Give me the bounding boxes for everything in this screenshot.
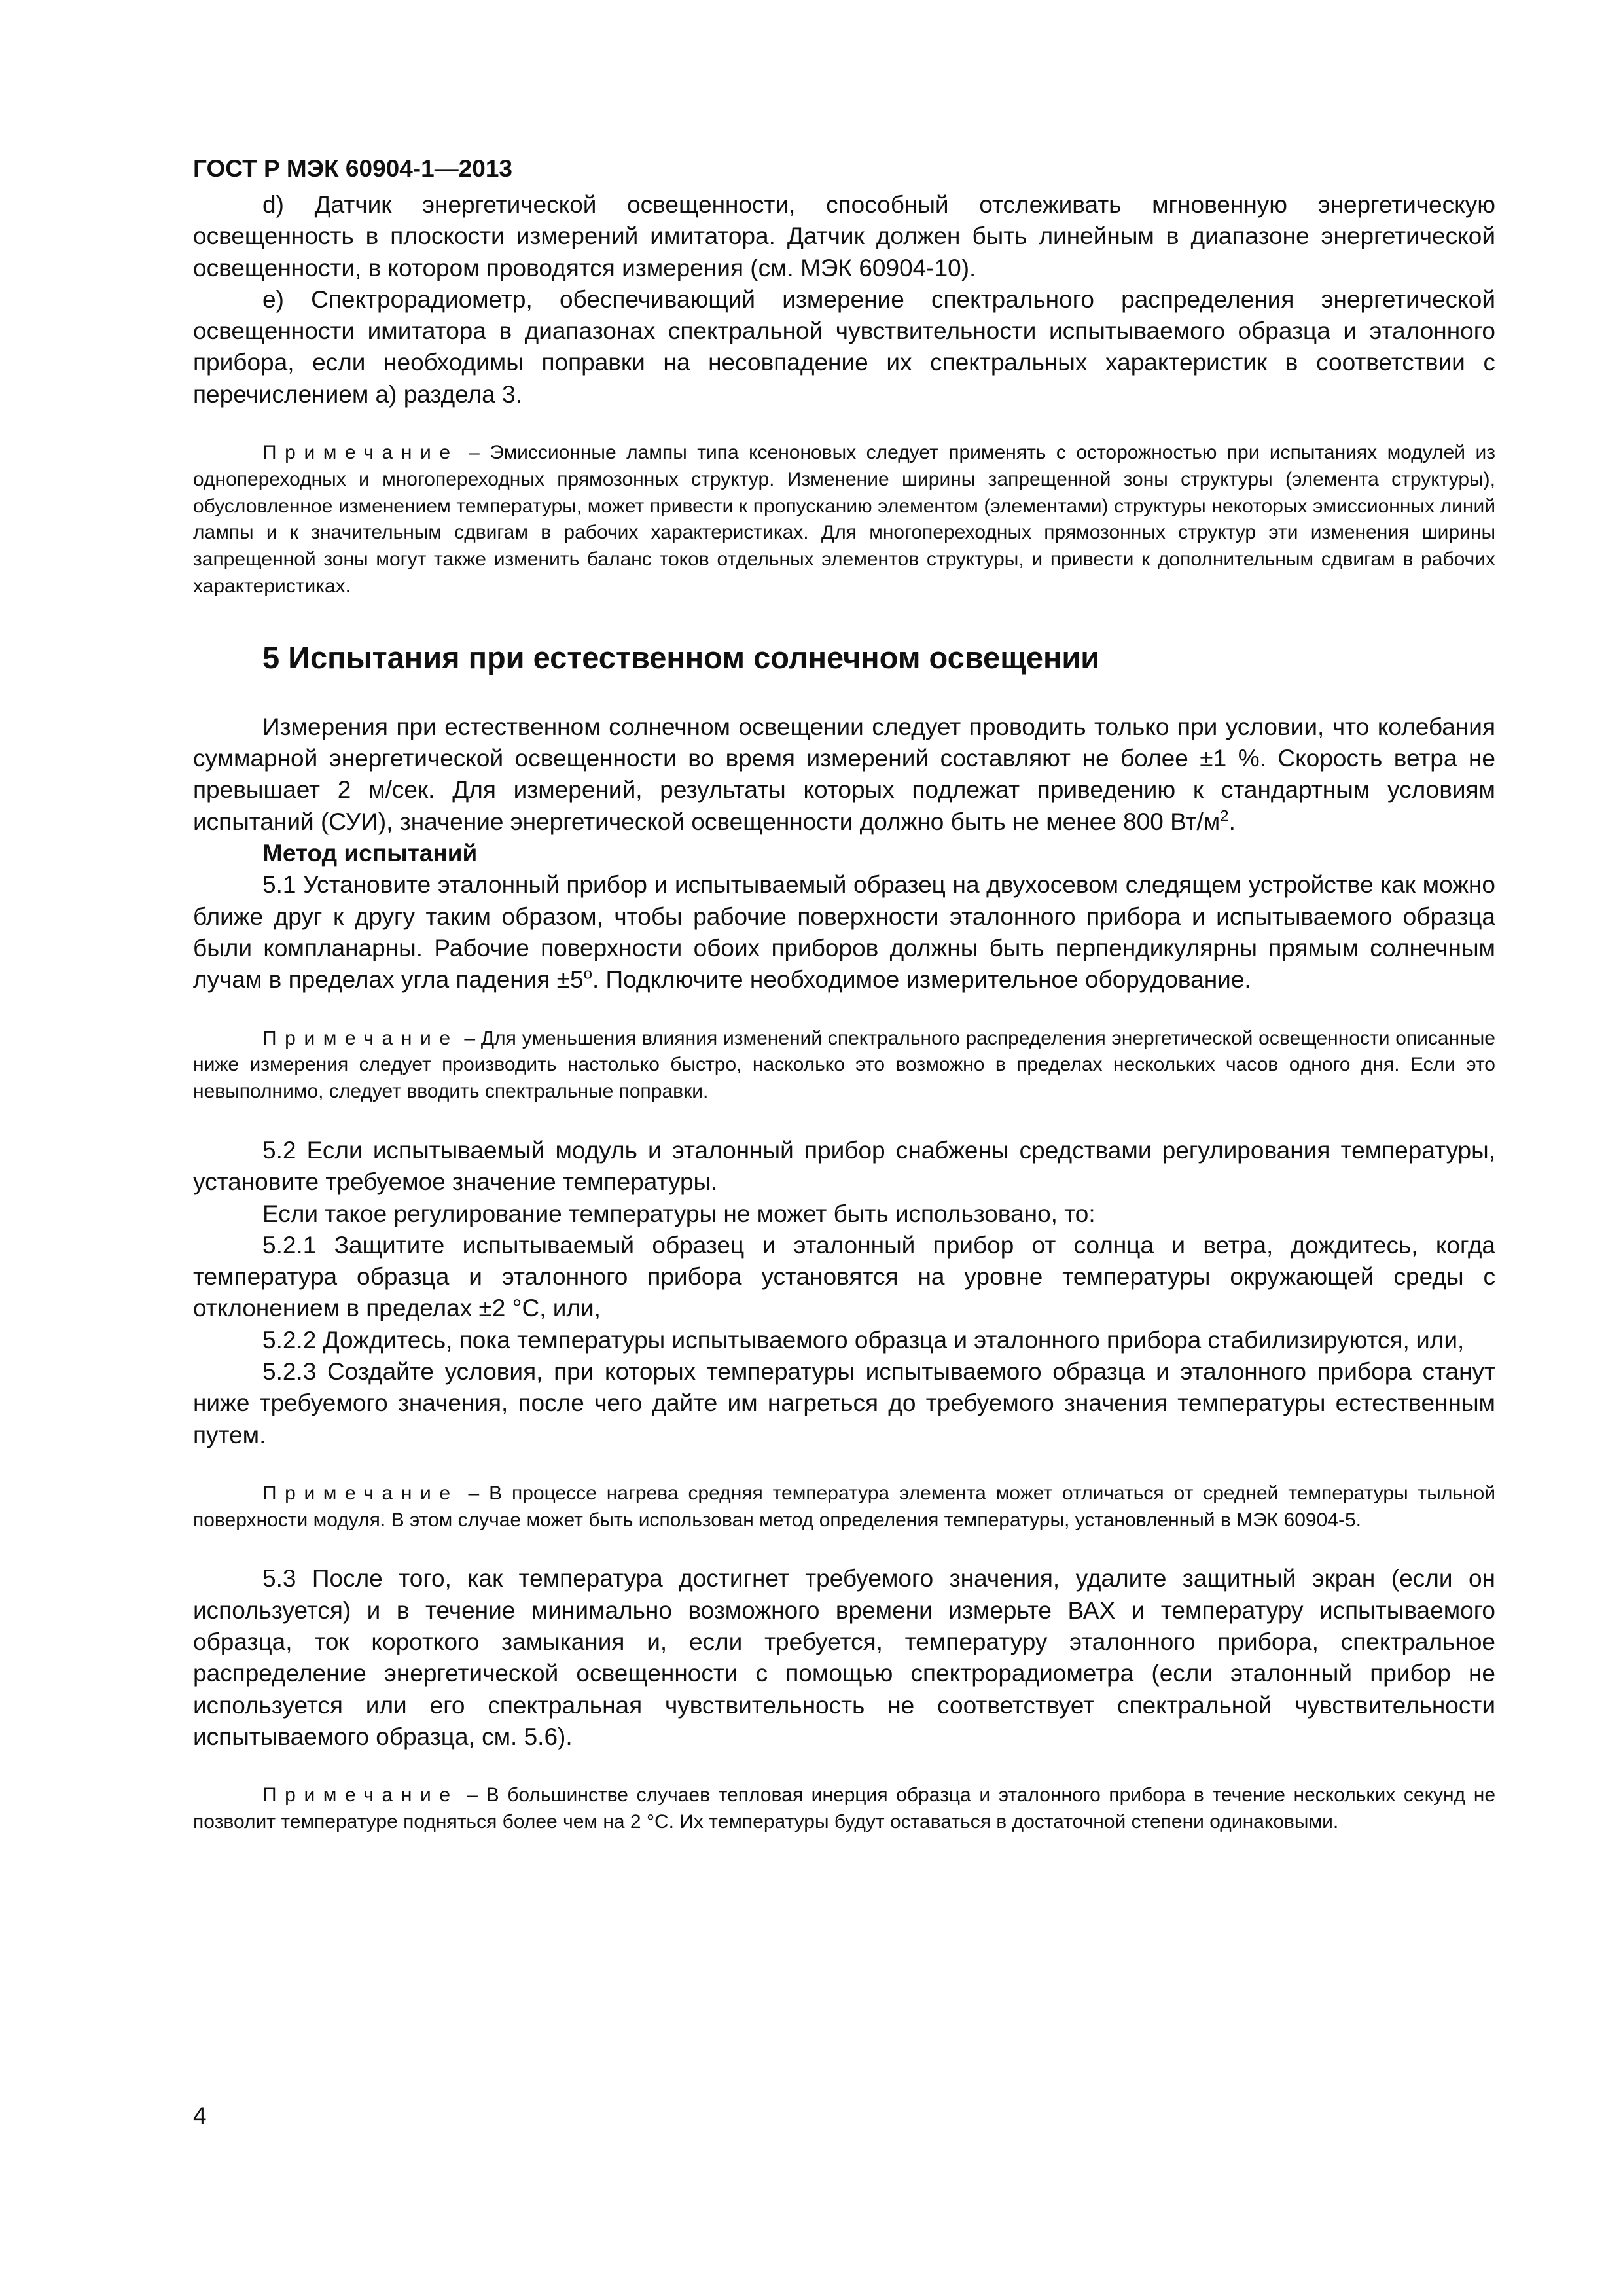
clause-5-2: 5.2 Если испытываемый модуль и эталонный прибор снабжены средствами регулирования температуры, установите требуемое значение температуры. [193, 1136, 1495, 1196]
note-thermal-inertia [193, 1782, 1495, 1836]
section-5-intro-end: . [1228, 808, 1236, 835]
note-heating-temperature [193, 1480, 1495, 1534]
note-dash: – [458, 442, 490, 464]
clause-5-2-condition: Если такое регулирование температуры не может быть использовано, то: [262, 1200, 1096, 1227]
clause-5-1-end: . Подключите необходимое измерительное оборудование. [592, 966, 1251, 994]
list-item-e: е) Спектрорадиометр, обеспечивающий измерение спектрального распределения энергетической освещенности имитатора в диапазонах спектральной чувствительности испытываемого образца и эталонного прибора, если необходимы поправки на несовпадение их спектральных характеристик в соответствии с перечислением а) раздела 3. [193, 285, 1495, 408]
note-label: Примечание [262, 1482, 459, 1504]
section-5-intro-text: Измерения при естественном солнечном освещении следует проводить только при условии, что колебания суммарной энергетической освещенности во время измерений составляют не более ±1 %. Скорость ветра не превышает 2 м/сек. Для измерений, результаты которых подлежат приведению к стандартным условиям испытаний (СУИ), значение энергетической освещенности должно быть не менее 800 Вт/м [193, 713, 1495, 835]
clause-5-2-3: 5.2.3 Создайте условия, при которых температуры испытываемого образца и эталонного прибора станут ниже требуемого значения, после чего дайте им нагреться до требуемого значения температуры естественным путем. [193, 1358, 1495, 1448]
method-title: Метод испытаний [262, 840, 478, 867]
note-text: Эмиссионные лампы типа ксеноновых следует применять с осторожностью при испытаниях модулей из однопереходных и многопереходных прямозонных структур. Изменение ширины запрещенной зоны структуры (элемента структуры), обусловленное изменением температуры, может привести к пропусканию элементом (элементами) структуры некоторых эмиссионных линий лампы и к значительным сдвигам в рабочих характеристиках. Для многопереходных прямозонных структур эти изменения ширины запрещенной зоны могут также изменить баланс токов отдельных элементов структуры, и привести к дополнительным сдвигам в рабочих характеристиках. [193, 442, 1495, 598]
list-item-d: d) Датчик энергетической освещенности, способный отслеживать мгновенную энергетическую освещенность в плоскости измерений имитатора. Датчик должен быть линейным в диапазоне энергетической освещенности, в котором проводятся измерения (см. МЭК 60904-10). [193, 191, 1495, 281]
note-text: Для уменьшения влияния изменений спектрального распределения энергетической освещенности описанные ниже измерения следует производить настолько быстро, насколько это возможно в пределах нескольких часов одного дня. Если это невыполнимо, следует вводить спектральные поправки. [193, 1027, 1495, 1103]
note-label: Примечание [262, 1027, 459, 1049]
note-dash: – [458, 1784, 486, 1806]
clause-5-2-1: 5.2.1 Защитите испытываемый образец и эталонный прибор от солнца и ветра, дождитесь, когда температура образца и эталонного прибора установятся на уровне температуры окружающей среды с отклонением в пределах ±2 °С, или, [193, 1231, 1495, 1322]
note-text: В большинстве случаев тепловая инерция образца и эталонного прибора в течение нескольких секунд не позволит температуре подняться более чем на 2 °С. Их температуры будут оставаться в достаточной степени одинаковыми. [193, 1784, 1496, 1833]
note-label: Примечание [262, 1784, 459, 1806]
note-text: В процессе нагрева средняя температура элемента может отличаться от средней температуры тыльной поверхности модуля. В этом случае может быть использован метод определения температуры, установленный в МЭК 60904-5. [193, 1482, 1496, 1531]
note-spectral-corrections [193, 1026, 1495, 1105]
note-emission-lamps [193, 440, 1495, 600]
clause-5-3: 5.3 После того, как температура достигнет требуемого значения, удалите защитный экран (если он используется) и в течение минимально возможного времени измерьте ВАХ и температуру испытываемого образца, ток короткого замыкания и, если требуется, температуру эталонного прибора, спектральное распределение энергетической освещенности с помощью спектрорадиометра (если эталонный прибор не используется или его спектральная чувствительность не соответствует спектральной чувствительности испытываемого образца, см. 5.6). [193, 1565, 1495, 1750]
page-number: 4 [193, 2102, 207, 2129]
degree-superscript: o [583, 965, 592, 983]
section-5-title: 5 Испытания при естественном солнечном освещении [262, 639, 1100, 675]
clause-5-1 [193, 869, 1495, 996]
superscript-two: 2 [1220, 807, 1229, 825]
note-label: Примечание [262, 442, 459, 464]
section-5-intro [193, 711, 1495, 838]
clause-5-2-2: 5.2.2 Дождитесь, пока температуры испытываемого образца и эталонного прибора стабилизируются, или, [262, 1326, 1465, 1354]
note-dash: – [458, 1482, 490, 1504]
note-dash: – [458, 1027, 481, 1049]
page-content [193, 154, 1495, 1865]
clause-5-1-text: 5.1 Установите эталонный прибор и испытываемый образец на двухосевом следящем устройстве как можно ближе друг к другу таким образом, чтобы рабочие поверхности эталонного прибора и испытываемого образца были компланарны. Рабочие поверхности обоих приборов должны быть перпендикулярны прямым солнечным лучам в пределах угла падения ±5 [193, 871, 1495, 994]
document-code-header: ГОСТ Р МЭК 60904-1—2013 [193, 155, 513, 182]
